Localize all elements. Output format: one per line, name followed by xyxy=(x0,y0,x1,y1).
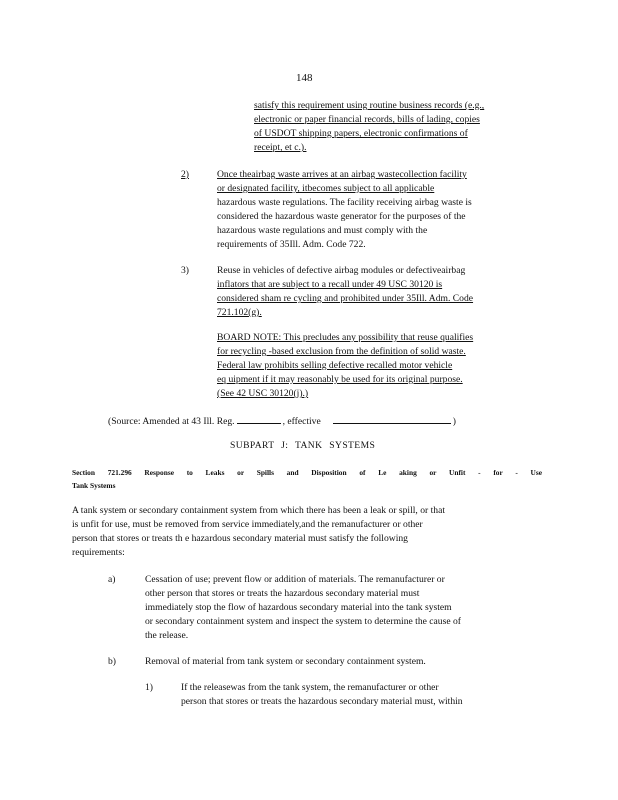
text-line: receipt, et c.). xyxy=(254,142,307,153)
text-line: A tank system or secondary containment system from which there has been a leak or spill, or that xyxy=(72,505,445,516)
subpart-heading: SUBPART J: TANK SYSTEMS xyxy=(230,440,376,451)
board-note xyxy=(217,331,543,401)
text-line: person that stores or treats th e hazardous secondary material must satisfy the following xyxy=(72,533,408,544)
item-b-text: Removal of material from tank system or secondary containment system. xyxy=(145,656,426,667)
text-line: Reuse in vehicles of defective airbag modules or defectiveairbag xyxy=(217,265,466,276)
text-line: hazardous waste regulations and must comply with the xyxy=(217,225,428,236)
text-line: requirements: xyxy=(72,547,125,558)
text-line: inflators that are subject to a recall under 49 USC 30120 is xyxy=(217,279,443,290)
item-3-paragraph xyxy=(217,264,543,320)
item-b1-paragraph xyxy=(181,681,507,709)
source-suffix: ) xyxy=(452,416,456,427)
text-line: eq uipment if it may reasonably be used for its original purpose. xyxy=(217,374,463,385)
item-2-number: 2) xyxy=(181,169,189,180)
source-note xyxy=(108,413,456,427)
text-line: of USDOT shipping papers, electronic confirmations of xyxy=(254,128,468,139)
text-line: hazardous waste regulations. The facility receiving airbag waste is xyxy=(217,197,472,208)
text-line: person that stores or treats the hazardous secondary material must, within xyxy=(181,696,463,707)
text-line: electronic or paper financial records, bills of lading, copies xyxy=(254,114,480,125)
text-line: or designated facility, itbecomes subject to all applicable xyxy=(217,183,435,194)
page-number: 148 xyxy=(296,72,313,84)
item-b1-number: 1) xyxy=(145,682,153,693)
text-line: other person that stores or treats the hazardous secondary material must xyxy=(145,588,420,599)
text-line: the release. xyxy=(145,630,189,641)
text-line: Federal law prohibits selling defective recalled motor vehicle xyxy=(217,360,453,371)
item-2-paragraph xyxy=(217,168,543,252)
text-line: considered the hazardous waste generator for the purposes of the xyxy=(217,211,466,222)
section-heading-line: Section 721.296 Response to Leaks or Spills and Disposition of Le aking or Unfit - for - Use xyxy=(72,468,542,477)
text-line: If the releasewas from the tank system, the remanufacturer or other xyxy=(181,682,439,693)
text-line: Once theairbag waste arrives at an airbag wastecollection facility xyxy=(217,169,467,180)
item-b-letter: b) xyxy=(108,656,116,667)
text-line: is unfit for use, must be removed from service immediately,and the remanufacturer or other xyxy=(72,519,423,530)
continuation-paragraph xyxy=(254,99,542,155)
source-middle: , effective xyxy=(282,416,321,427)
section-heading xyxy=(72,466,542,492)
text-line: Cessation of use; prevent flow or addition of materials. The remanufacturer or xyxy=(145,574,445,585)
text-line: considered sham re cycling and prohibited under 35Ill. Adm. Code xyxy=(217,293,474,304)
section-heading-line: Tank Systems xyxy=(72,481,116,490)
effective-date-blank xyxy=(333,413,451,424)
text-line: for recycling -based exclusion from the definition of solid waste. xyxy=(217,346,466,357)
text-line: requirements of 35Ill. Adm. Code 722. xyxy=(217,239,366,250)
source-prefix: (Source: Amended at 43 Ill. Reg. xyxy=(108,416,235,427)
intro-paragraph xyxy=(72,504,543,560)
text-line: immediately stop the flow of hazardous secondary material into the tank system xyxy=(145,602,452,613)
item-a-letter: a) xyxy=(108,574,116,585)
text-line: (See 42 USC 30120(j).) xyxy=(217,388,309,399)
item-3-number: 3) xyxy=(181,265,189,276)
text-line: 721.102(g). xyxy=(217,307,262,318)
reg-page-blank xyxy=(237,413,281,424)
text-line: BOARD NOTE: This precludes any possibility that reuse qualifies xyxy=(217,332,474,343)
item-a-paragraph xyxy=(145,573,543,643)
text-line: satisfy this requirement using routine business records (e.g., xyxy=(254,100,485,111)
text-line: or secondary containment system and inspect the system to determine the cause of xyxy=(145,616,461,627)
